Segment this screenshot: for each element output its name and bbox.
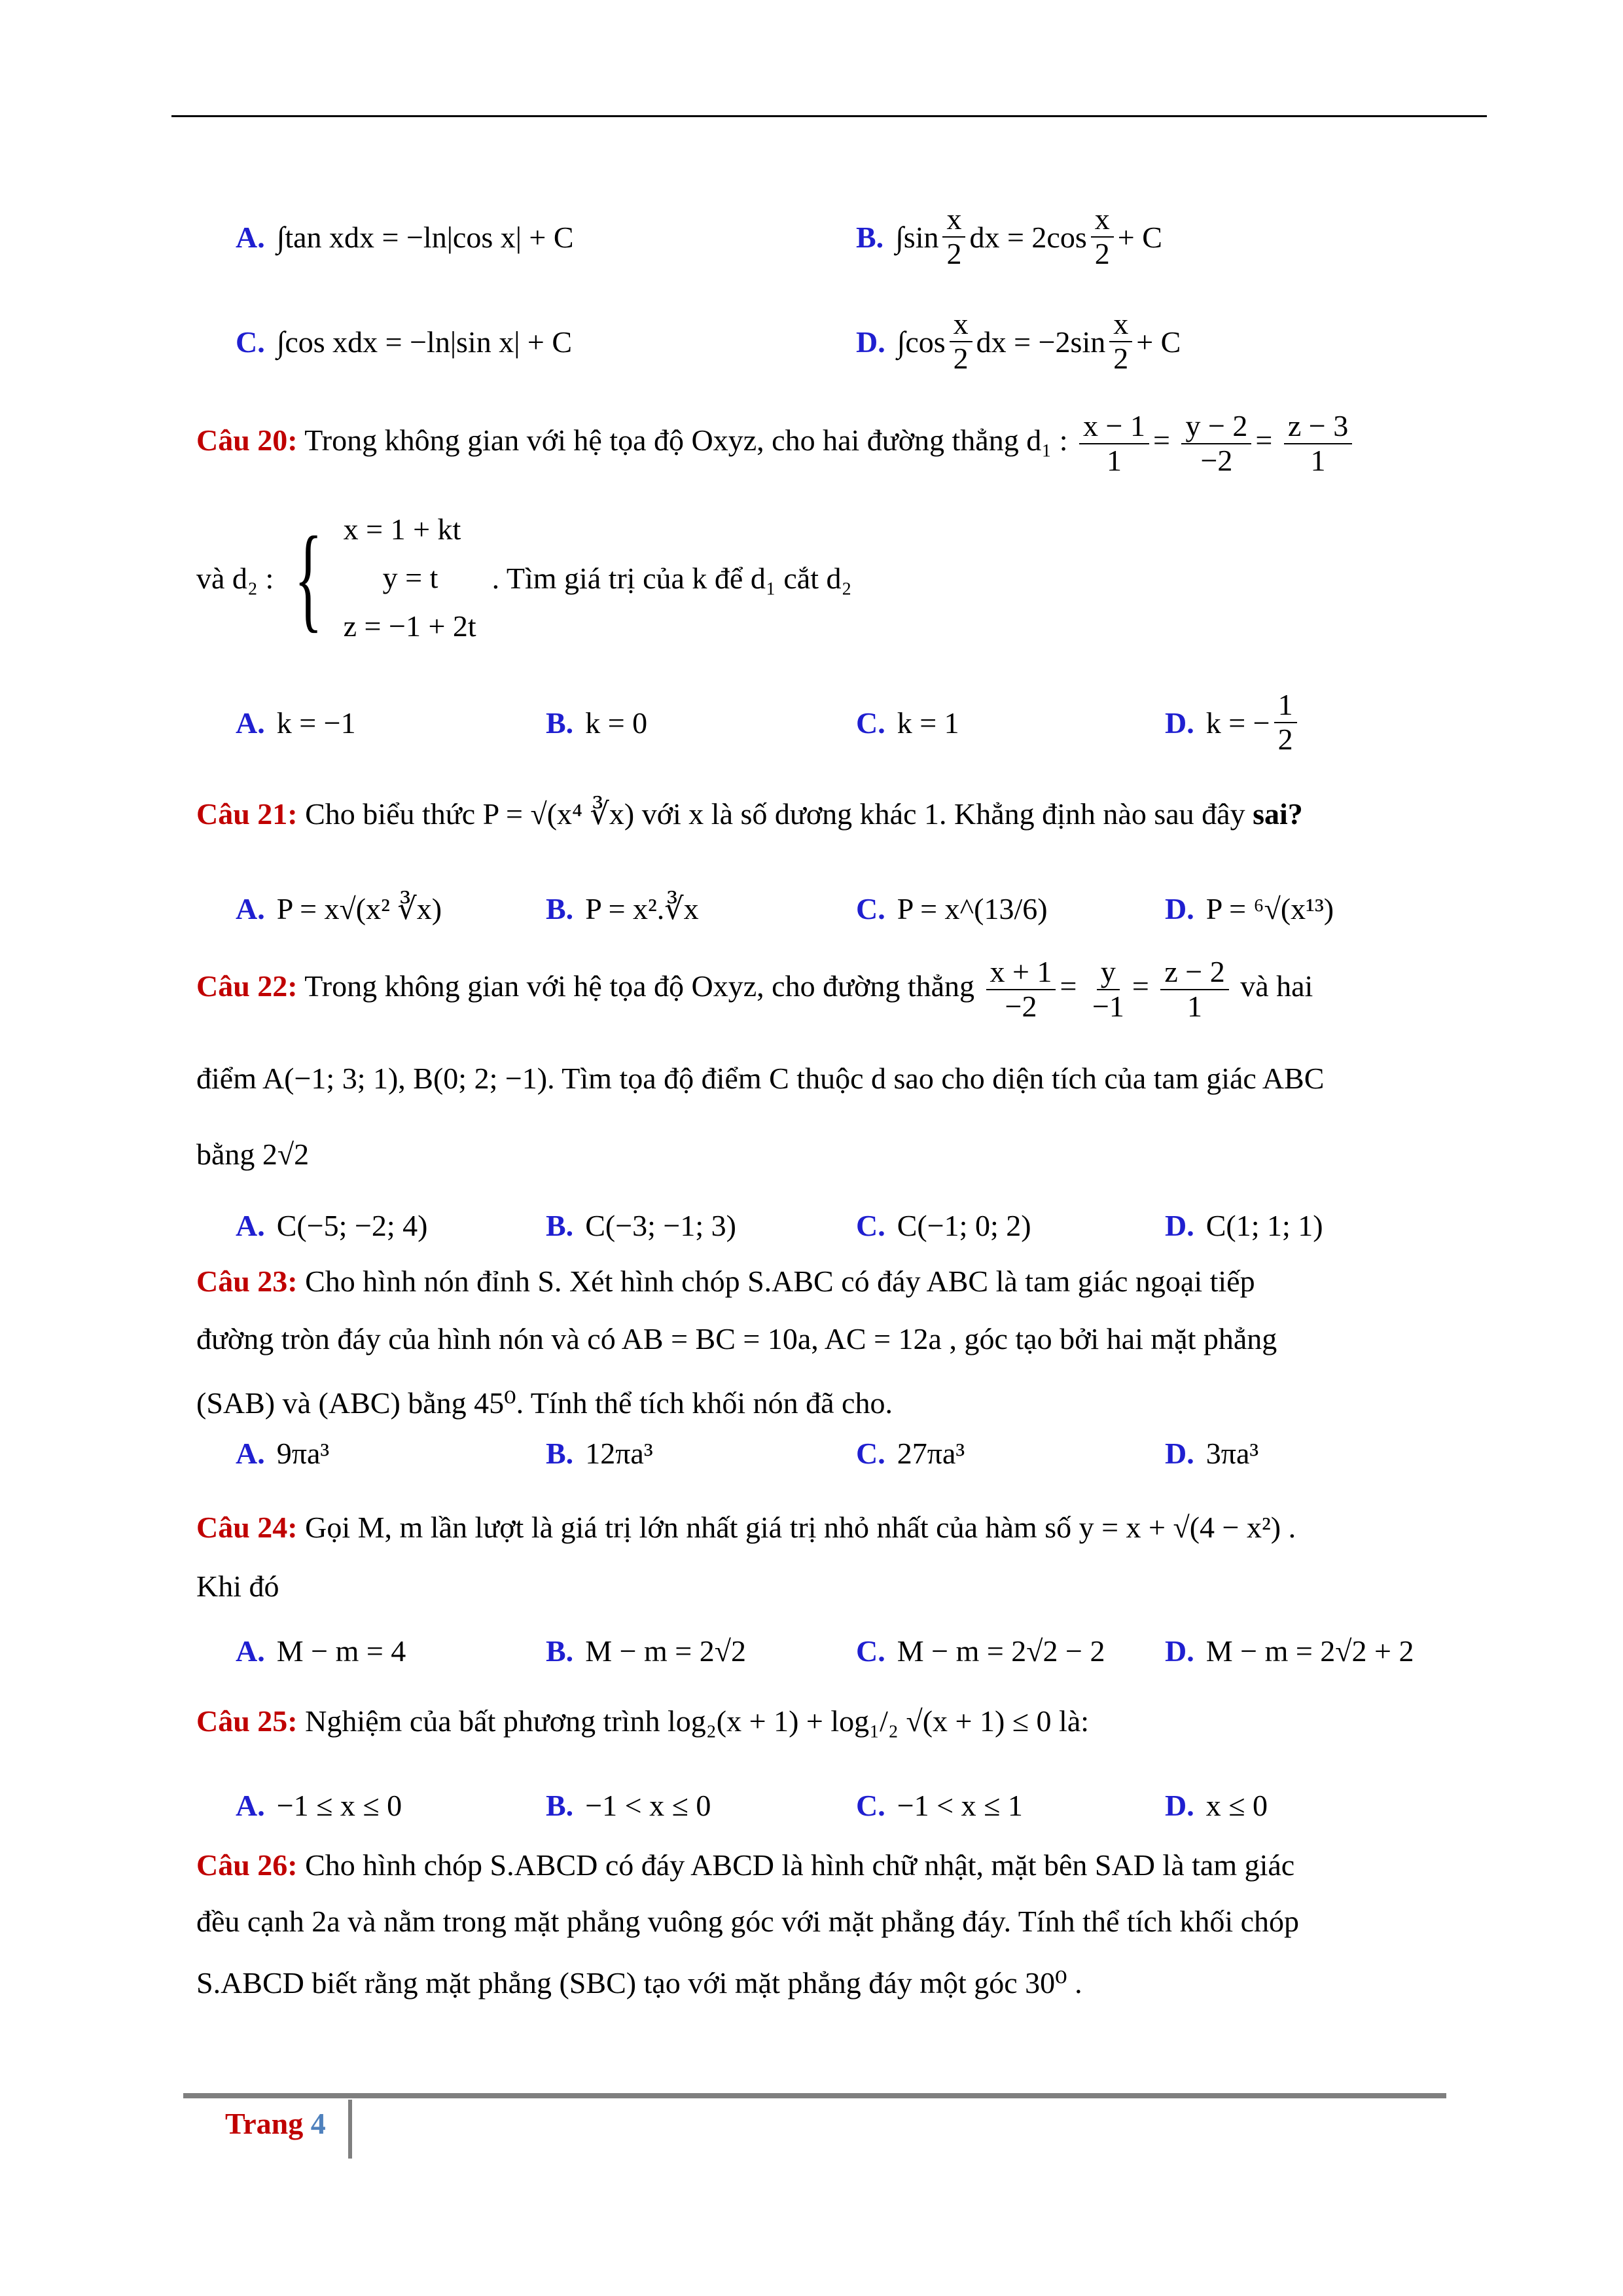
q25-option-c[interactable]: C. −1 < x ≤ 1 [856,1788,1023,1822]
q24-stem-line1: Câu 24: Gọi M, m lần lượt là giá trị lớn nhất giá trị nhỏ nhất của hàm số y = x + √(4 − x²) . [196,1511,1296,1544]
q20-option-a[interactable]: A. k = −1 [236,706,356,740]
q19-options-row2 [236,309,1466,374]
q21-stem: Câu 21: Cho biểu thức P = √(x⁴ ∛x) với x là số dương khác 1. Khẳng định nào sau đây sai? [196,797,1303,831]
q23-stem-line3: (SAB) và (ABC) bằng 45⁰. Tính thể tích khối nón đã cho. [196,1386,893,1420]
q22-option-d[interactable]: D. C(1; 1; 1) [1165,1208,1323,1242]
q26-stem-line2: đều cạnh 2a và nằm trong mặt phẳng vuông góc với mặt phẳng đáy. Tính thể tích khối chóp [196,1905,1300,1938]
q21-options [236,876,1466,941]
q25-option-b[interactable]: B. −1 < x ≤ 0 [546,1788,711,1822]
q24-option-c[interactable]: C. M − m = 2√2 − 2 [856,1634,1105,1668]
footer-rule [183,2093,1446,2098]
q24-option-d[interactable]: D. M − m = 2√2 + 2 [1165,1634,1414,1668]
q21-option-c[interactable]: C. P = x^(13/6) [856,891,1048,925]
q22-stem-line2: điểm A(−1; 3; 1), B(0; 2; −1). Tìm tọa độ điểm C thuộc d sao cho diện tích của tam giác ABC [196,1062,1325,1095]
q21-option-d[interactable]: D. P = ⁶√(x¹³) [1165,891,1334,925]
q24-option-b[interactable]: B. M − m = 2√2 [546,1634,746,1668]
q24-option-a[interactable]: A. M − m = 4 [236,1634,406,1668]
q21-option-b[interactable]: B. P = x².∛x [546,891,699,925]
q23-stem-line1: Câu 23: Cho hình nón đỉnh S. Xét hình chóp S.ABC có đáy ABC là tam giác ngoại tiếp [196,1265,1255,1298]
q24-stem-line2: Khi đó [196,1570,279,1603]
q26-stem-line1: Câu 26: Cho hình chóp S.ABCD có đáy ABCD là hình chữ nhật, mặt bên SAD là tam giác [196,1848,1295,1882]
q22-stem-line1: Câu 22: Trong không gian với hệ tọa độ Oxyz, cho đường thẳng $\frac{x + 1}{-2}$ = $\frac{y}{-1}$ = $\frac{z - 2}{1}$ và hai [196,955,1313,1023]
q23-option-d[interactable]: D. 3πa³ [1165,1436,1259,1470]
q19-option-c[interactable]: C. ∫cos xdx = −ln|sin x| + C [236,325,573,359]
q23-stem-line2: đường tròn đáy của hình nón và có AB = BC = 10a, AC = 12a , góc tạo bởi hai mặt phẳng [196,1322,1277,1355]
q25-stem: Câu 25: Nghiệm của bất phương trình log₂(x + 1) + log₁/₂ √(x + 1) ≤ 0 là: [196,1704,1090,1738]
q23-option-a[interactable]: A. 9πa³ [236,1436,330,1470]
q19-options-row1 [236,204,1466,270]
q20-system: và d₂ : { x = 1 + kt y = t z = −1 + 2t . Tìm giá trị của k để d₁ cắt d₂ [196,512,852,643]
q20-option-b[interactable]: B. k = 0 [546,706,648,740]
header-rule [171,115,1487,117]
q19-option-b[interactable]: B. ∫sin $\frac{x}{2}$ dx = 2cos $\frac{x}{2}$ + C [856,202,1162,270]
q26-stem-line3: S.ABCD biết rằng mặt phẳng (SBC) tạo với mặt phẳng đáy một góc 30⁰ . [196,1966,1082,2000]
q25-option-d[interactable]: D. x ≤ 0 [1165,1788,1268,1822]
q22-stem-line3: bằng 2√2 [196,1138,310,1171]
q23-option-c[interactable]: C. 27πa³ [856,1436,965,1470]
q23-option-b[interactable]: B. 12πa³ [546,1436,653,1470]
q20-stem: Câu 20: Trong không gian với hệ tọa độ Oxyz, cho hai đường thẳng d₁ : $\frac{x - 1}{1}$ = $\frac{y - 2}{-2}$ = $\frac{z - 3}{1}$ [196,410,1427,477]
q23-options [236,1420,1466,1486]
q20-option-c[interactable]: C. k = 1 [856,706,959,740]
q19-option-d[interactable]: D. ∫cos $\frac{x}{2}$ dx = −2sin $\frac{x}{2}$ + C [856,307,1181,375]
q22-options [236,1193,1466,1258]
q24-options [236,1618,1466,1683]
q20-options [236,690,1466,755]
q22-option-c[interactable]: C. C(−1; 0; 2) [856,1208,1031,1242]
q20-option-d[interactable]: D. k = − $\frac{1}{2}$ [1165,690,1301,755]
page-number: Trang 4 [225,2107,326,2140]
q22-option-a[interactable]: A. C(−5; −2; 4) [236,1208,428,1242]
q25-options [236,1772,1466,1838]
q22-option-b[interactable]: B. C(−3; −1; 3) [546,1208,736,1242]
q19-option-a[interactable]: A. ∫tan xdx = −ln|cos x| + C [236,220,574,254]
q25-option-a[interactable]: A. −1 ≤ x ≤ 0 [236,1788,402,1822]
footer-divider [348,2100,352,2159]
q21-option-a[interactable]: A. P = x√(x² ∛x) [236,891,442,925]
